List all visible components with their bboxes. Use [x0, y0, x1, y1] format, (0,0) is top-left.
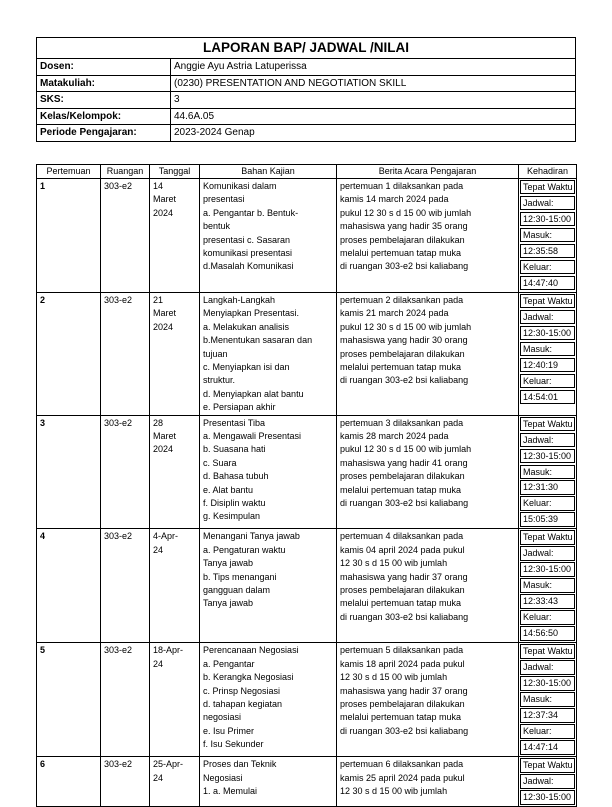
- report-line: proses pembelajaran dilakukan: [340, 348, 465, 359]
- attendance-item: 14:47:40: [520, 276, 575, 290]
- report-line: di ruangan 303-e2 bsi kaliabang: [340, 261, 469, 272]
- report-field-row: [37, 59, 575, 76]
- attendance-item: Masuk:: [520, 578, 575, 592]
- report-line: pertemuan 2 dilaksankan pada: [340, 294, 464, 305]
- report-cell: [337, 643, 519, 757]
- header-kehadiran: Kehadiran: [519, 165, 577, 179]
- report-line: kamis 21 march 2024 pada: [340, 308, 449, 319]
- date-line: 4-Apr-: [153, 531, 179, 542]
- report-line: pukul 12 30 s d 15 00 wib jumlah: [340, 207, 472, 218]
- room: 303-e2: [101, 757, 150, 807]
- topic-line: gangguan dalam: [203, 585, 271, 596]
- report-line: pertemuan 6 dilaksankan pada: [340, 759, 464, 770]
- attendance-item: 12:33:43: [520, 594, 575, 608]
- date-line: 21: [153, 294, 164, 305]
- attendance-item: Tepat Waktu: [520, 644, 575, 658]
- topic-cell: [200, 292, 337, 415]
- meeting-number: 2: [37, 292, 101, 415]
- date-line: 25-Apr-: [153, 759, 184, 770]
- topic-line: bentuk: [203, 221, 231, 232]
- attendance-item: 14:47:14: [520, 740, 575, 754]
- report-line: pertemuan 1 dilaksankan pada: [340, 181, 464, 191]
- report-line: kamis 04 april 2024 pada pukul: [340, 544, 465, 555]
- date-cell: [150, 757, 200, 807]
- topic-line: b. Kerangka Negosiasi: [203, 672, 294, 683]
- topic-line: Menangani Tanya jawab: [203, 531, 300, 542]
- report-line: melalui pertemuan tatap muka: [340, 598, 462, 609]
- header-tanggal: Tanggal: [150, 165, 200, 179]
- attendance-item: 12:30-15:00: [520, 326, 575, 340]
- topic-line: struktur.: [203, 375, 236, 386]
- topic-line: Presentasi Tiba: [203, 417, 266, 428]
- topic-cell: [200, 643, 337, 757]
- attendance-item: 12:30-15:00: [520, 790, 575, 804]
- report-line: mahasiswa yang hadir 35 orang: [340, 221, 468, 232]
- report-line: melalui pertemuan tatap muka: [340, 248, 462, 259]
- topic-line: e. Persiapan akhir: [203, 402, 276, 413]
- report-line: di ruangan 303-e2 bsi kaliabang: [340, 375, 469, 386]
- attendance-item: 14:56:50: [520, 626, 575, 640]
- table-header-row: [37, 165, 577, 179]
- header-bahan-kajian: Bahan Kajian: [200, 165, 337, 179]
- topic-line: d.Masalah Komunikasi: [203, 261, 294, 272]
- topic-line: Tanya jawab: [203, 598, 254, 609]
- attendance-item: 12:31:30: [520, 480, 575, 494]
- attendance-item: 12:30-15:00: [520, 449, 575, 463]
- attendance-cell: [519, 757, 577, 807]
- table-row: [37, 179, 577, 293]
- field-label: Kelas/Kelompok:: [37, 109, 171, 125]
- attendance-item: Jadwal:: [520, 774, 575, 788]
- attendance-item: Keluar:: [520, 610, 575, 624]
- meeting-number: 5: [37, 643, 101, 757]
- topic-line: e. Isu Primer: [203, 725, 255, 736]
- date-line: 2024: [153, 207, 174, 218]
- topic-cell: [200, 757, 337, 807]
- header-pertemuan: Pertemuan: [37, 165, 101, 179]
- attendance-item: 12:37:34: [520, 708, 575, 722]
- field-label: Periode Pengajaran:: [37, 125, 171, 141]
- report-line: di ruangan 303-e2 bsi kaliabang: [340, 497, 469, 508]
- attendance-item: Tepat Waktu: [520, 294, 575, 308]
- field-value: 2023-2024 Genap: [174, 127, 255, 138]
- header-ruangan: Ruangan: [101, 165, 150, 179]
- report-field-row: [37, 76, 575, 93]
- topic-line: Tanya jawab: [203, 558, 254, 569]
- topic-cell: [200, 179, 337, 293]
- date-line: 2024: [153, 444, 174, 455]
- attendance-item: Jadwal:: [520, 660, 575, 674]
- topic-line: tujuan: [203, 348, 228, 359]
- topic-line: b. Suasana hati: [203, 444, 266, 455]
- date-line: 24: [153, 772, 164, 783]
- report-line: mahasiswa yang hadir 41 orang: [340, 457, 468, 468]
- date-line: 24: [153, 658, 164, 669]
- report-line: kamis 18 april 2024 pada pukul: [340, 658, 465, 669]
- date-line: 2024: [153, 321, 174, 332]
- report-line: kamis 14 march 2024 pada: [340, 194, 449, 205]
- report-fields: [37, 59, 575, 141]
- table-row: [37, 415, 577, 529]
- date-line: 24: [153, 544, 164, 555]
- room: 303-e2: [101, 415, 150, 529]
- room: 303-e2: [101, 643, 150, 757]
- report-line: di ruangan 303-e2 bsi kaliabang: [340, 611, 469, 622]
- topic-line: d. tahapan kegiatan: [203, 698, 283, 709]
- topic-line: b. Tips menangani: [203, 571, 277, 582]
- topic-line: c. Menyiapkan isi dan: [203, 361, 290, 372]
- date-line: Maret: [153, 308, 177, 319]
- attendance-cell: [519, 643, 577, 757]
- attendance-cell: [519, 179, 577, 293]
- report-cell: [337, 529, 519, 643]
- field-label: Matakuliah:: [37, 76, 171, 92]
- topic-line: negosiasi: [203, 712, 242, 723]
- topic-line: f. Disiplin waktu: [203, 497, 266, 508]
- attendance-item: Masuk:: [520, 342, 575, 356]
- report-cell: [337, 757, 519, 807]
- date-cell: [150, 529, 200, 643]
- attendance-item: Tepat Waktu: [520, 758, 575, 772]
- meeting-number: 4: [37, 529, 101, 643]
- attendance-item: 12:30-15:00: [520, 562, 575, 576]
- attendance-item: Jadwal:: [520, 196, 575, 210]
- report-title: LAPORAN BAP/ JADWAL /NILAI: [37, 38, 575, 59]
- field-value: 44.6A.05: [174, 110, 215, 122]
- topic-line: Proses dan Teknik: [203, 759, 277, 770]
- report-field-row: [37, 92, 575, 109]
- field-value: Anggie Ayu Astria Latuperissa: [174, 61, 307, 72]
- topic-line: d. Menyiapkan alat bantu: [203, 388, 304, 399]
- report-line: kamis 25 april 2024 pada pukul: [340, 772, 465, 783]
- report-line: mahasiswa yang hadir 37 orang: [340, 685, 468, 696]
- topic-line: c. Suara: [203, 457, 237, 468]
- attendance-item: 14:54:01: [520, 390, 575, 404]
- topic-line: komunikasi presentasi: [203, 248, 293, 259]
- table-row: [37, 757, 577, 807]
- report-cell: [337, 292, 519, 415]
- report-field-row: [37, 109, 575, 126]
- attendance-cell: [519, 415, 577, 529]
- report-line: di ruangan 303-e2 bsi kaliabang: [340, 725, 469, 736]
- topic-line: presentasi: [203, 194, 245, 205]
- date-cell: [150, 179, 200, 293]
- schedule-table: [36, 164, 577, 807]
- meeting-number: 1: [37, 179, 101, 293]
- date-cell: [150, 415, 200, 529]
- attendance-item: 12:30-15:00: [520, 676, 575, 690]
- report-cell: [337, 179, 519, 293]
- report-line: proses pembelajaran dilakukan: [340, 471, 465, 482]
- topic-cell: [200, 529, 337, 643]
- meeting-number: 3: [37, 415, 101, 529]
- attendance-item: Masuk:: [520, 465, 575, 479]
- report-line: melalui pertemuan tatap muka: [340, 712, 462, 723]
- attendance-cell: [519, 292, 577, 415]
- topic-line: Komunikasi dalam: [203, 181, 277, 191]
- attendance-item: Keluar:: [520, 374, 575, 388]
- report-line: 12 30 s d 15 00 wib jumlah: [340, 558, 448, 569]
- topic-line: a. Pengantar b. Bentuk-: [203, 207, 299, 218]
- schedule-body: [37, 179, 577, 807]
- field-label: SKS:: [37, 92, 171, 108]
- attendance-item: Tepat Waktu: [520, 180, 575, 194]
- field-value: 3: [174, 94, 180, 105]
- attendance-item: 12:35:58: [520, 244, 575, 258]
- date-cell: [150, 292, 200, 415]
- topic-line: g. Kesimpulan: [203, 511, 261, 522]
- attendance-item: Masuk:: [520, 692, 575, 706]
- attendance-item: Keluar:: [520, 496, 575, 510]
- topic-line: f. Isu Sekunder: [203, 739, 264, 750]
- report-line: pertemuan 5 dilaksankan pada: [340, 645, 464, 656]
- field-label: Dosen:: [37, 59, 171, 75]
- report-line: proses pembelajaran dilakukan: [340, 698, 465, 709]
- report-line: pertemuan 3 dilaksankan pada: [340, 417, 464, 428]
- header-berita-acara: Berita Acara Pengajaran: [337, 165, 519, 179]
- report-line: pukul 12 30 s d 15 00 wib jumlah: [340, 321, 472, 332]
- topic-line: a. Pengaturan waktu: [203, 544, 286, 555]
- report-line: 12 30 s d 15 00 wib jumlah: [340, 672, 448, 683]
- topic-line: Menyiapkan Presentasi.: [203, 308, 300, 319]
- attendance-item: Jadwal:: [520, 433, 575, 447]
- attendance-item: 15:05:39: [520, 512, 575, 526]
- report-line: mahasiswa yang hadir 30 orang: [340, 335, 468, 346]
- report-line: mahasiswa yang hadir 37 orang: [340, 571, 468, 582]
- topic-line: Langkah-Langkah: [203, 294, 276, 305]
- topic-line: a. Melakukan analisis: [203, 321, 290, 332]
- attendance-item: Jadwal:: [520, 546, 575, 560]
- topic-line: e. Alat bantu: [203, 484, 254, 495]
- report-line: pertemuan 4 dilaksankan pada: [340, 531, 464, 542]
- topic-line: a. Pengantar: [203, 658, 255, 669]
- attendance-item: Tepat Waktu: [520, 530, 575, 544]
- meeting-number: 6: [37, 757, 101, 807]
- attendance-item: Masuk:: [520, 228, 575, 242]
- topic-line: c. Prinsp Negosiasi: [203, 685, 281, 696]
- date-line: 14: [153, 181, 164, 191]
- topic-line: presentasi c. Sasaran: [203, 234, 291, 245]
- report-line: kamis 28 march 2024 pada: [340, 430, 449, 441]
- date-line: Maret: [153, 194, 177, 205]
- attendance-item: 12:30-15:00: [520, 212, 575, 226]
- attendance-item: 12:40:19: [520, 358, 575, 372]
- topic-line: a. Mengawali Presentasi: [203, 430, 302, 441]
- attendance-item: Tepat Waktu: [520, 417, 575, 431]
- report-line: 12 30 s d 15 00 wib jumlah: [340, 786, 448, 797]
- room: 303-e2: [101, 179, 150, 293]
- table-row: [37, 529, 577, 643]
- date-cell: [150, 643, 200, 757]
- field-value: (0230) PRESENTATION AND NEGOTIATION SKILL: [174, 77, 407, 89]
- report-line: melalui pertemuan tatap muka: [340, 361, 462, 372]
- report-cell: [337, 415, 519, 529]
- room: 303-e2: [101, 529, 150, 643]
- room: 303-e2: [101, 292, 150, 415]
- report-line: proses pembelajaran dilakukan: [340, 234, 465, 245]
- report-line: pukul 12 30 s d 15 00 wib jumlah: [340, 444, 472, 455]
- attendance-item: Jadwal:: [520, 310, 575, 324]
- attendance-item: Keluar:: [520, 724, 575, 738]
- date-line: Maret: [153, 430, 177, 441]
- table-row: [37, 643, 577, 757]
- report-field-row: [37, 125, 575, 141]
- date-line: 18-Apr-: [153, 645, 184, 656]
- table-row: [37, 292, 577, 415]
- report-header: [36, 37, 576, 142]
- report-line: melalui pertemuan tatap muka: [340, 484, 462, 495]
- topic-line: d. Bahasa tubuh: [203, 471, 269, 482]
- topic-line: 1. a. Memulai: [203, 786, 258, 797]
- date-line: 28: [153, 417, 164, 428]
- topic-line: b.Menentukan sasaran dan: [203, 335, 313, 346]
- attendance-cell: [519, 529, 577, 643]
- topic-cell: [200, 415, 337, 529]
- topic-line: Perencanaan Negosiasi: [203, 645, 299, 656]
- topic-line: Negosiasi: [203, 772, 243, 783]
- report-line: proses pembelajaran dilakukan: [340, 585, 465, 596]
- attendance-item: Keluar:: [520, 260, 575, 274]
